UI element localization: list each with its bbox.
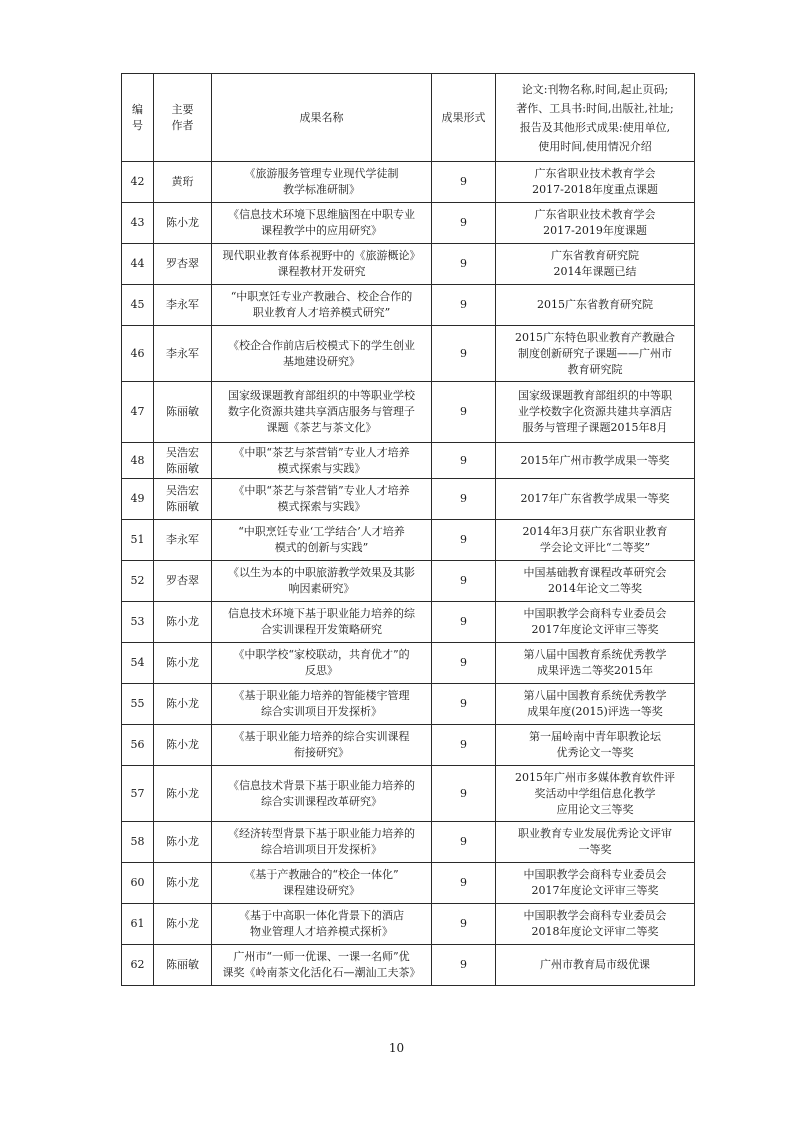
cell-author: 吴浩宏 陈丽敏 <box>154 479 212 520</box>
header-publication: 论文:刊物名称,时间,起止页码; 著作、工具书:时间,出版社,社址; 报告及其他形式成果:使用单位, 使用时间,使用情况介绍 <box>496 74 695 162</box>
cell-publication: 2014年3月获广东省职业教育 学会论文评比“二等奖” <box>496 520 695 561</box>
cell-form: 9 <box>432 725 496 766</box>
cell-number: 61 <box>122 904 154 945</box>
cell-form: 9 <box>432 863 496 904</box>
cell-title: 《中职“茶艺与茶营销”专业人才培养 模式探索与实践》 <box>212 443 432 479</box>
table-row <box>122 602 695 643</box>
table-row <box>122 863 695 904</box>
cell-number: 43 <box>122 203 154 244</box>
cell-author: 陈丽敏 <box>154 382 212 443</box>
table-row <box>122 822 695 863</box>
cell-number: 51 <box>122 520 154 561</box>
table-body <box>122 162 695 986</box>
cell-author: 李永军 <box>154 326 212 382</box>
cell-number: 49 <box>122 479 154 520</box>
cell-title: 信息技术环境下基于职业能力培养的综 合实训课程开发策略研究 <box>212 602 432 643</box>
table-row <box>122 479 695 520</box>
cell-author: 罗杏翠 <box>154 561 212 602</box>
cell-form: 9 <box>432 822 496 863</box>
cell-form: 9 <box>432 561 496 602</box>
cell-form: 9 <box>432 602 496 643</box>
cell-author: 陈小龙 <box>154 766 212 822</box>
cell-publication: 国家级课题教育部组织的中等职 业学校数字化资源共建共享酒店 服务与管理子课题2015年8月 <box>496 382 695 443</box>
cell-publication: 职业教育专业发展优秀论文评审 一等奖 <box>496 822 695 863</box>
cell-publication: 2015广东特色职业教育产教融合 制度创新研究子课题——广州市 教育研究院 <box>496 326 695 382</box>
table-row <box>122 904 695 945</box>
cell-author: 吴浩宏 陈丽敏 <box>154 443 212 479</box>
cell-author: 李永军 <box>154 285 212 326</box>
cell-author: 陈小龙 <box>154 822 212 863</box>
cell-title: 《信息技术背景下基于职业能力培养的 综合实训课程改革研究》 <box>212 766 432 822</box>
cell-number: 62 <box>122 945 154 986</box>
cell-form: 9 <box>432 162 496 203</box>
cell-title: 现代职业教育体系视野中的《旅游概论》 课程教材开发研究 <box>212 244 432 285</box>
cell-publication: 中国职教学会商科专业委员会 2018年度论文评审二等奖 <box>496 904 695 945</box>
table-row <box>122 326 695 382</box>
cell-form: 9 <box>432 244 496 285</box>
cell-author: 陈小龙 <box>154 863 212 904</box>
cell-author: 陈小龙 <box>154 725 212 766</box>
cell-title: 《基于产教融合的“校企一体化” 课程建设研究》 <box>212 863 432 904</box>
cell-number: 46 <box>122 326 154 382</box>
cell-publication: 中国职教学会商科专业委员会 2017年度论文评审三等奖 <box>496 863 695 904</box>
cell-number: 60 <box>122 863 154 904</box>
cell-form: 9 <box>432 904 496 945</box>
header-number: 编号 <box>122 74 154 162</box>
cell-form: 9 <box>432 945 496 986</box>
table-row <box>122 244 695 285</box>
cell-title: 《信息技术环境下思维脑图在中职专业 课程教学中的应用研究》 <box>212 203 432 244</box>
cell-publication: 广东省职业技术教育学会 2017-2019年度课题 <box>496 203 695 244</box>
cell-form: 9 <box>432 326 496 382</box>
cell-title: 《旅游服务管理专业现代学徒制 教学标准研制》 <box>212 162 432 203</box>
table-row <box>122 561 695 602</box>
table-row <box>122 520 695 561</box>
cell-author: 陈丽敏 <box>154 945 212 986</box>
cell-publication: 2015年广州市教学成果一等奖 <box>496 443 695 479</box>
cell-publication: 中国职教学会商科专业委员会 2017年度论文评审三等奖 <box>496 602 695 643</box>
cell-publication: 第八届中国教育系统优秀教学 成果年度(2015)评选一等奖 <box>496 684 695 725</box>
cell-publication: 广东省职业技术教育学会 2017-2018年度重点课题 <box>496 162 695 203</box>
table-header-row <box>122 74 695 162</box>
cell-form: 9 <box>432 520 496 561</box>
cell-number: 44 <box>122 244 154 285</box>
table-row <box>122 643 695 684</box>
cell-number: 58 <box>122 822 154 863</box>
table-row <box>122 684 695 725</box>
cell-title: “中职烹饪专业‘工学结合’人才培养 模式的创新与实践” <box>212 520 432 561</box>
cell-title: 广州市“一师一优课、一课一名师”优 课奖《岭南茶文化活化石—潮汕工夫茶》 <box>212 945 432 986</box>
cell-publication: 第八届中国教育系统优秀教学 成果评选二等奖2015年 <box>496 643 695 684</box>
header-form: 成果形式 <box>432 74 496 162</box>
cell-number: 56 <box>122 725 154 766</box>
cell-author: 陈小龙 <box>154 684 212 725</box>
cell-number: 42 <box>122 162 154 203</box>
table-row <box>122 382 695 443</box>
page-number: 10 <box>388 1041 405 1055</box>
cell-number: 45 <box>122 285 154 326</box>
cell-number: 47 <box>122 382 154 443</box>
cell-number: 54 <box>122 643 154 684</box>
header-title: 成果名称 <box>212 74 432 162</box>
cell-form: 9 <box>432 382 496 443</box>
cell-author: 陈小龙 <box>154 643 212 684</box>
cell-number: 55 <box>122 684 154 725</box>
table-row <box>122 285 695 326</box>
cell-title: 国家级课题教育部组织的中等职业学校 数字化资源共建共享酒店服务与管理子 课题《茶艺与茶文化》 <box>212 382 432 443</box>
cell-author: 李永军 <box>154 520 212 561</box>
cell-author: 黄珩 <box>154 162 212 203</box>
cell-form: 9 <box>432 643 496 684</box>
cell-title: 《中职“茶艺与茶营销”专业人才培养 模式探索与实践》 <box>212 479 432 520</box>
cell-form: 9 <box>432 766 496 822</box>
table-row <box>122 162 695 203</box>
cell-author: 罗杏翠 <box>154 244 212 285</box>
cell-publication: 广州市教育局市级优课 <box>496 945 695 986</box>
table-row <box>122 203 695 244</box>
cell-title: “中职烹饪专业产教融合、校企合作的 职业教育人才培养模式研究” <box>212 285 432 326</box>
cell-title: 《校企合作前店后校模式下的学生创业 基地建设研究》 <box>212 326 432 382</box>
cell-number: 57 <box>122 766 154 822</box>
table-row <box>122 945 695 986</box>
cell-publication: 广东省教育研究院 2014年课题已结 <box>496 244 695 285</box>
table-row <box>122 725 695 766</box>
cell-form: 9 <box>432 285 496 326</box>
cell-publication: 第一届岭南中青年职教论坛 优秀论文一等奖 <box>496 725 695 766</box>
header-author: 主要作者 <box>154 74 212 162</box>
cell-publication: 中国基础教育课程改革研究会 2014年论文二等奖 <box>496 561 695 602</box>
cell-title: 《基于中高职一体化背景下的酒店 物业管理人才培养模式探析》 <box>212 904 432 945</box>
cell-number: 48 <box>122 443 154 479</box>
cell-form: 9 <box>432 443 496 479</box>
cell-form: 9 <box>432 479 496 520</box>
achievements-table <box>121 73 695 986</box>
cell-author: 陈小龙 <box>154 602 212 643</box>
cell-title: 《基于职业能力培养的综合实训课程 衔接研究》 <box>212 725 432 766</box>
cell-form: 9 <box>432 684 496 725</box>
cell-author: 陈小龙 <box>154 203 212 244</box>
table-row <box>122 443 695 479</box>
cell-publication: 2015年广州市多媒体教育软件评 奖活动中学组信息化教学 应用论文三等奖 <box>496 766 695 822</box>
cell-title: 《以生为本的中职旅游教学效果及其影 响因素研究》 <box>212 561 432 602</box>
cell-form: 9 <box>432 203 496 244</box>
cell-publication: 2015广东省教育研究院 <box>496 285 695 326</box>
cell-title: 《中职学校“家校联动，共育优才”的 反思》 <box>212 643 432 684</box>
cell-number: 53 <box>122 602 154 643</box>
cell-title: 《经济转型背景下基于职业能力培养的 综合培训项目开发探析》 <box>212 822 432 863</box>
table-row <box>122 766 695 822</box>
cell-number: 52 <box>122 561 154 602</box>
cell-title: 《基于职业能力培养的智能楼宇管理 综合实训项目开发探析》 <box>212 684 432 725</box>
cell-publication: 2017年广东省教学成果一等奖 <box>496 479 695 520</box>
cell-author: 陈小龙 <box>154 904 212 945</box>
